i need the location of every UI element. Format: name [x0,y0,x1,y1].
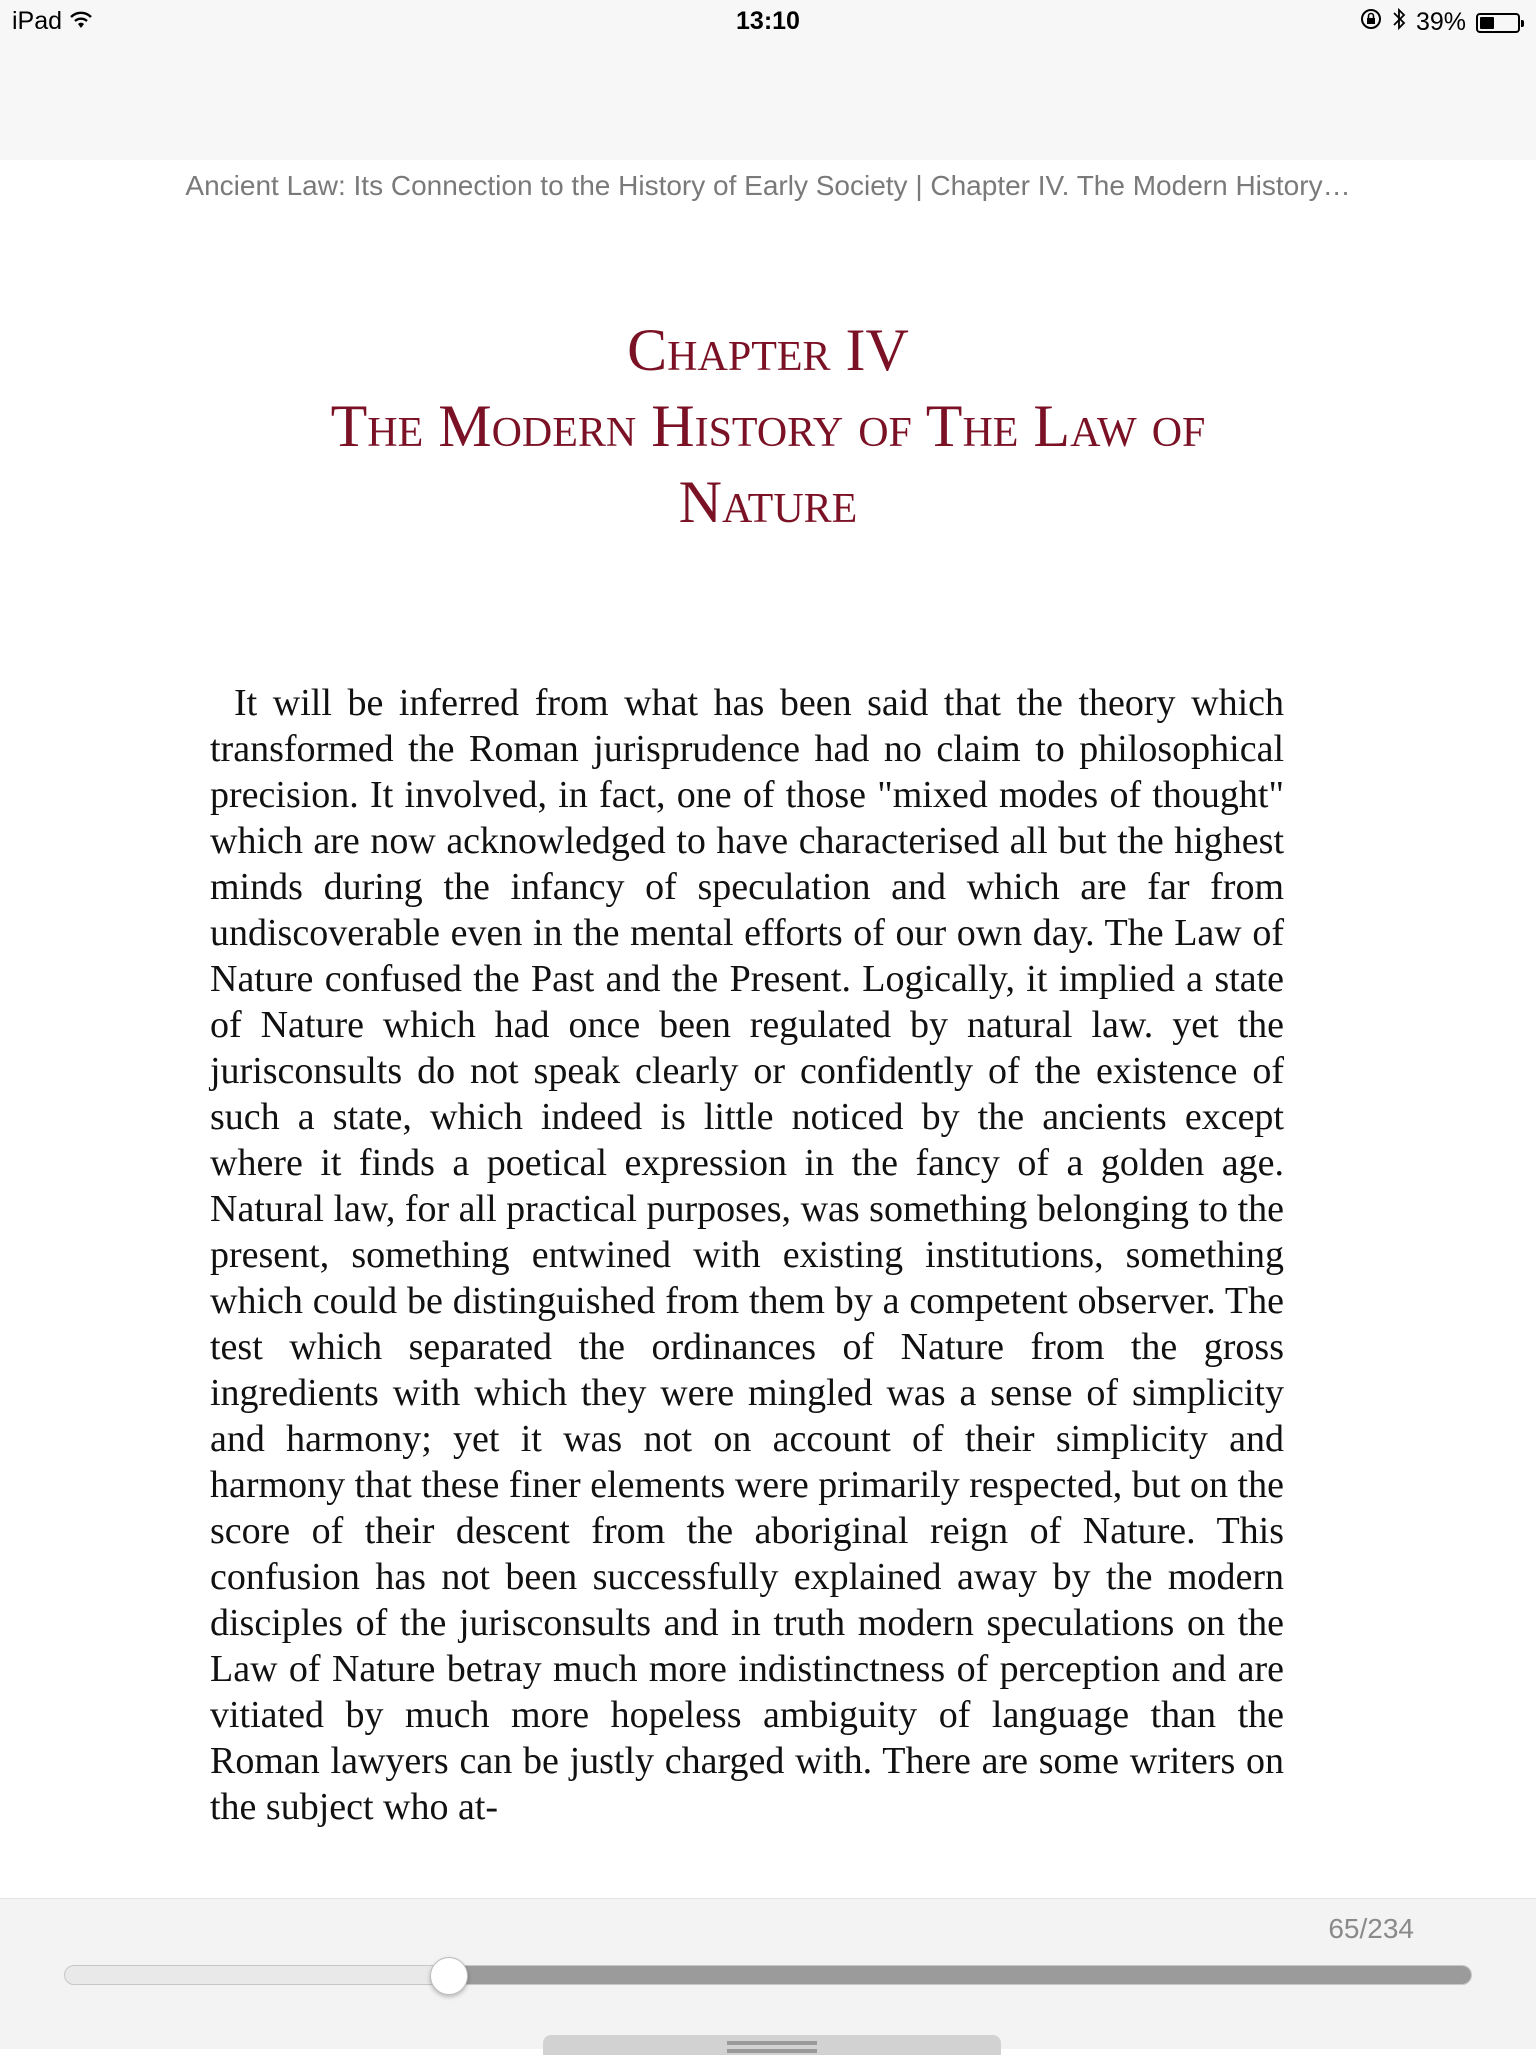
page-body [210,680,1284,1830]
orientation-lock-icon [1360,8,1382,37]
battery-icon [1476,13,1520,33]
battery-percent: 39% [1415,8,1466,36]
reader-bottom-bar [0,1898,1536,2049]
page-indicator: 65/234 [1328,1913,1414,1944]
status-right [1360,7,1520,38]
grip-icon [727,2041,817,2045]
status-time: 13:10 [736,7,800,35]
chapter-name-line-2: Nature [678,469,858,535]
battery-level-fill [1480,17,1494,29]
running-header: Ancient Law: Its Connection to the History of Early Society | Chapter IV. The Modern History… [185,170,1351,201]
device-name: iPad [12,7,63,35]
body-paragraph: It will be inferred from what has been said that the theory which transformed the Roman jurisprudence had no claim to philosophical precision. It involved, in fact, one of those "mixed modes of thought" which are now acknowledged to have characterised all but the highest minds during the infancy of speculation and which are far from undiscoverable even in the mental efforts of our own day. The Law of Nature confused the Past and the Present. Logically, it implied a state of Nature which had once been regulated by natural law. yet the jurisconsults do not speak clearly or confidently of the existence of such a state, which indeed is little noticed by the ancients except where it finds a poetical expression in the fancy of a golden age. Natural law, for all practical purposes, was something belonging to the present, something entwined with existing institutions, something which could be distinguished from them by a competent observer. The test which separated the ordinances of Nature from the gross ingredients with which they were mingled was a sense of simplicity and harmony; yet it was not on account of their simplicity and harmony that these finer elements were primarily respected, but on the score of their descent from the aboriginal reign of Nature. This confusion has not been successfully explained away by the modern disciples of the jurisconsults and in truth modern speculations on the Law of Nature betray much more indistinctness of perception and are vitiated by much more hopeless ambiguity of language than the Roman lawyers can be justly charged with. There are some writers on the subject who at- [210,682,1284,1828]
chapter-number: Chapter IV [627,317,909,383]
page-scrubber[interactable] [64,1965,1472,1985]
page-scrubber-remaining [450,1966,1471,1984]
drawer-handle[interactable] [543,2035,1001,2055]
status-bar [0,0,1536,160]
page-scrubber-thumb[interactable] [430,1957,468,1995]
bluetooth-icon [1392,7,1406,38]
chapter-title [150,312,1386,540]
chapter-name-line-1: The Modern History of The Law of [330,393,1206,459]
